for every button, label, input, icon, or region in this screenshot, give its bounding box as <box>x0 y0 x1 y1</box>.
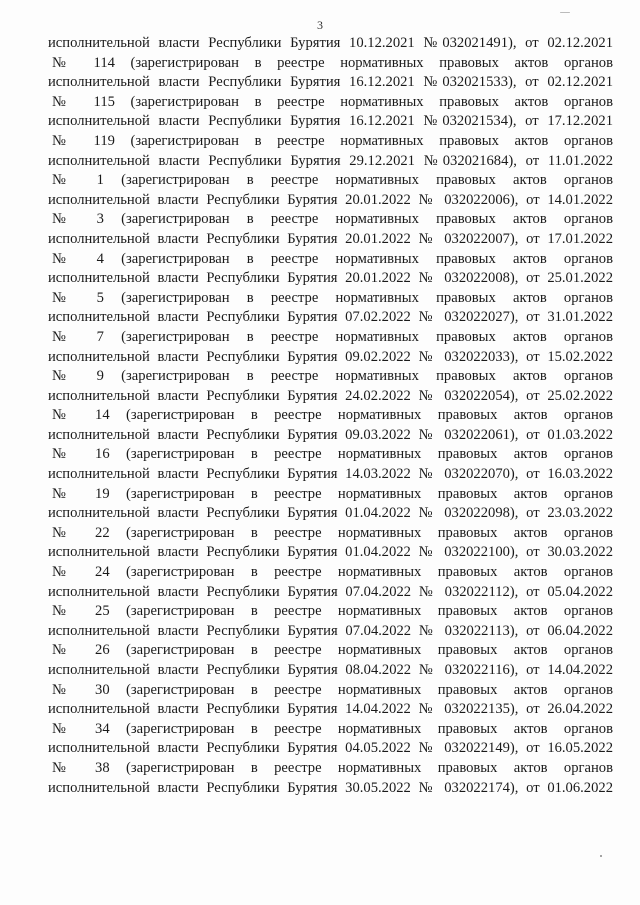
text-line: исполнительной власти Республики Бурятия 01.04.2022 № 032022100), от 30.03.2022 <box>48 544 613 561</box>
text-line: № 24 (зарегистрирован в реестре нормативных правовых актов органов <box>52 564 613 581</box>
text-line: № 25 (зарегистрирован в реестре нормативных правовых актов органов <box>52 603 613 620</box>
text-line: № 115 (зарегистрирован в реестре нормативных правовых актов органов <box>52 93 613 110</box>
text-line: исполнительной власти Республики Бурятия 14.03.2022 № 032022070), от 16.03.2022 <box>48 466 613 483</box>
text-line: № 16 (зарегистрирован в реестре нормативных правовых актов органов <box>52 446 613 463</box>
text-line: исполнительной власти Республики Бурятия 07.04.2022 № 032022113), от 06.04.2022 <box>48 622 613 639</box>
text-line: исполнительной власти Республики Бурятия 16.12.2021 №032021534), от 17.12.2021 <box>48 113 613 130</box>
text-line: исполнительной власти Республики Бурятия 20.01.2022 № 032022006), от 14.01.2022 <box>48 191 613 208</box>
text-line: исполнительной власти Республики Бурятия 07.02.2022 № 032022027), от 31.01.2022 <box>48 309 613 326</box>
text-line: № 7 (зарегистрирован в реестре нормативных правовых актов органов <box>52 328 613 345</box>
text-line: № 26 (зарегистрирован в реестре нормативных правовых актов органов <box>52 642 613 659</box>
text-line: № 34 (зарегистрирован в реестре нормативных правовых актов органов <box>52 720 613 737</box>
text-line: исполнительной власти Республики Бурятия 01.04.2022 № 032022098), от 23.03.2022 <box>48 505 613 522</box>
text-line: № 5 (зарегистрирован в реестре нормативных правовых актов органов <box>52 289 613 306</box>
text-line: исполнительной власти Республики Бурятия 29.12.2021 №032021684), от 11.01.2022 <box>48 152 613 169</box>
text-line: исполнительной власти Республики Бурятия 20.01.2022 № 032022007), от 17.01.2022 <box>48 230 613 247</box>
page-number: 3 <box>317 18 323 32</box>
text-line: № 1 (зарегистрирован в реестре нормативных правовых актов органов <box>52 172 613 189</box>
text-line: № 19 (зарегистрирован в реестре нормативных правовых актов органов <box>52 485 613 502</box>
text-line: № 22 (зарегистрирован в реестре нормативных правовых актов органов <box>52 524 613 541</box>
scan-speck <box>600 855 602 857</box>
text-line: № 38 (зарегистрирован в реестре нормативных правовых актов органов <box>52 759 613 776</box>
text-line: № 114 (зарегистрирован в реестре нормативных правовых актов органов <box>52 54 613 71</box>
text-line: № 119 (зарегистрирован в реестре нормативных правовых актов органов <box>52 132 613 149</box>
text-line: исполнительной власти Республики Бурятия 14.04.2022 № 032022135), от 26.04.2022 <box>48 701 613 718</box>
text-line: исполнительной власти Республики Бурятия 24.02.2022 № 032022054), от 25.02.2022 <box>48 387 613 404</box>
text-line: № 14 (зарегистрирован в реестре нормативных правовых актов органов <box>52 407 613 424</box>
text-line: исполнительной власти Республики Бурятия 30.05.2022 № 032022174), от 01.06.2022 <box>48 779 613 796</box>
text-line: исполнительной власти Республики Бурятия 16.12.2021 №032021533), от 02.12.2021 <box>48 74 613 91</box>
scan-speck <box>560 12 570 13</box>
body-text <box>48 34 613 798</box>
text-line: № 9 (зарегистрирован в реестре нормативных правовых актов органов <box>52 368 613 385</box>
text-line: исполнительной власти Республики Бурятия 20.01.2022 № 032022008), от 25.01.2022 <box>48 270 613 287</box>
text-line: исполнительной власти Республики Бурятия 09.02.2022 № 032022033), от 15.02.2022 <box>48 348 613 365</box>
text-line: исполнительной власти Республики Бурятия 07.04.2022 № 032022112), от 05.04.2022 <box>48 583 613 600</box>
text-line: исполнительной власти Республики Бурятия 08.04.2022 № 032022116), от 14.04.2022 <box>48 662 613 678</box>
text-line: исполнительной власти Республики Бурятия 10.12.2021 №032021491), от 02.12.2021 <box>48 35 613 51</box>
text-line: исполнительной власти Республики Бурятия 04.05.2022 № 032022149), от 16.05.2022 <box>48 740 613 757</box>
text-line: № 4 (зарегистрирован в реестре нормативных правовых актов органов <box>52 250 613 267</box>
text-line: исполнительной власти Республики Бурятия 09.03.2022 № 032022061), от 01.03.2022 <box>48 426 613 443</box>
text-line: № 3 (зарегистрирован в реестре нормативных правовых актов органов <box>52 211 613 228</box>
text-line: № 30 (зарегистрирован в реестре нормативных правовых актов органов <box>52 681 613 698</box>
